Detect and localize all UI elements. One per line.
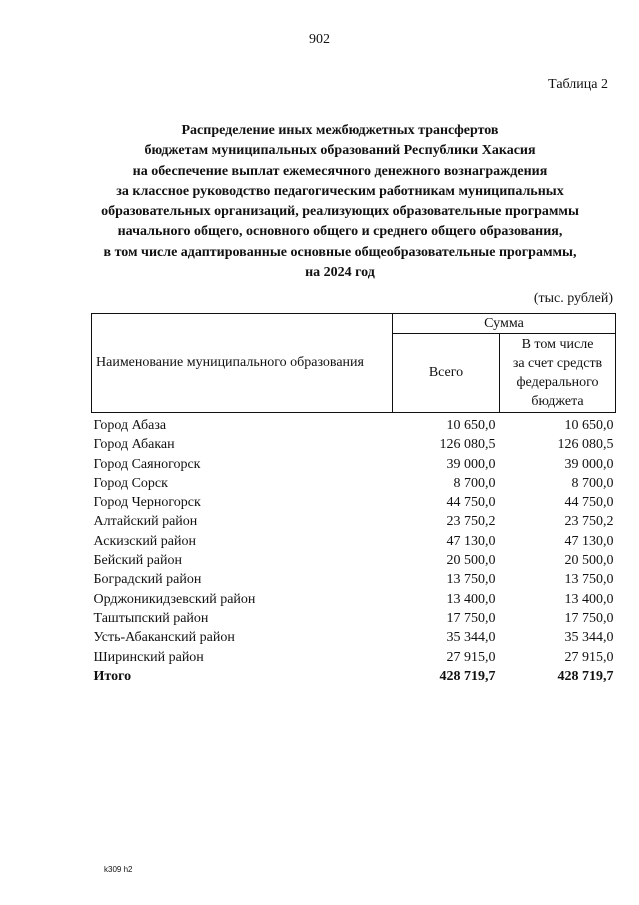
table-row [92, 512, 616, 531]
federal-value: 47 130,0 [564, 533, 614, 549]
federal-value: 13 400,0 [564, 591, 614, 607]
municipality-name: Город Саяногорск [93, 456, 201, 472]
municipality-name: Орджоникидзевский район [93, 591, 256, 607]
table-row [92, 609, 616, 628]
total-value: 13 750,0 [446, 572, 496, 588]
table-row [92, 628, 616, 647]
title-line: образовательных организаций, реализующих образовательные программы [101, 204, 579, 220]
table-row [92, 455, 616, 474]
federal-value: 17 750,0 [564, 610, 614, 626]
header-federal-line: бюджета [531, 394, 584, 409]
total-row [92, 667, 616, 686]
municipality-name: Город Абаза [93, 418, 167, 433]
grand-total-value: 428 719,7 [439, 668, 496, 684]
federal-value: 35 344,0 [564, 630, 614, 646]
header-sum: Сумма [393, 314, 616, 334]
grand-total-federal-value: 428 719,7 [557, 668, 614, 684]
total-value: 20 500,0 [446, 553, 496, 569]
federal-value: 39 000,0 [564, 456, 614, 472]
municipality-name: Таштыпский район [93, 610, 209, 626]
federal-value: 13 750,0 [564, 572, 614, 588]
table-row [92, 413, 616, 436]
total-value: 126 080,5 [439, 437, 496, 453]
transfers-table [91, 313, 616, 686]
federal-value: 20 500,0 [564, 553, 614, 569]
title-line: бюджетам муниципальных образований Республики Хакасия [144, 143, 536, 159]
table-row [92, 532, 616, 551]
table-row [92, 474, 616, 493]
document-title [70, 121, 610, 283]
federal-value: 126 080,5 [557, 437, 614, 453]
municipality-name: Боградский район [93, 572, 202, 588]
title-line: Распределение иных межбюджетных трансфертов [181, 123, 499, 138]
municipality-name: Ширинский район [93, 649, 204, 665]
header-federal-line: В том числе [521, 337, 594, 352]
table-row [92, 590, 616, 609]
total-value: 23 750,2 [446, 514, 496, 530]
federal-value: 44 750,0 [564, 495, 614, 511]
municipality-name: Аскизский район [93, 533, 196, 549]
table-label: Таблица 2 [548, 77, 608, 92]
municipality-name: Город Абакан [93, 437, 175, 453]
table-row [92, 570, 616, 589]
total-value: 13 400,0 [446, 591, 496, 607]
total-value: 10 650,0 [446, 418, 496, 433]
title-line: начального общего, основного общего и среднего общего образования, [117, 224, 563, 240]
municipality-name: Усть-Абаканский район [93, 630, 235, 646]
title-line: за классное руководство педагогическим работникам муниципальных [116, 183, 564, 199]
municipality-name: Алтайский район [93, 514, 198, 530]
title-line: в том числе адаптированные основные общеобразовательные программы, [103, 244, 577, 260]
table-row [92, 435, 616, 454]
title-line: на обеспечение выплат ежемесячного денежного вознаграждения [132, 163, 548, 179]
table-row [92, 551, 616, 570]
total-label: Итого [93, 668, 132, 684]
total-value: 8 700,0 [453, 475, 496, 491]
header-municipality: Наименование муниципального образования [92, 314, 393, 413]
page-number: 902 [309, 32, 330, 47]
municipality-name: Город Черногорск [93, 495, 201, 511]
federal-value: 8 700,0 [571, 475, 614, 491]
federal-value: 23 750,2 [564, 514, 614, 530]
total-value: 35 344,0 [446, 630, 496, 646]
footer-code: k309 h2 [104, 865, 133, 874]
total-value: 39 000,0 [446, 456, 496, 472]
total-value: 44 750,0 [446, 495, 496, 511]
header-federal-line: за счет средств [512, 356, 603, 371]
municipality-name: Бейский район [93, 553, 182, 569]
units-label: (тыс. рублей) [533, 291, 613, 306]
header-total: Всего [393, 334, 500, 413]
federal-value: 10 650,0 [564, 418, 614, 433]
header-federal-line: федерального [516, 375, 599, 390]
total-value: 27 915,0 [446, 649, 496, 665]
municipality-name: Город Сорск [93, 475, 168, 491]
federal-value: 27 915,0 [564, 649, 614, 665]
total-value: 47 130,0 [446, 533, 496, 549]
table-row [92, 493, 616, 512]
title-line: на 2024 год [305, 265, 375, 281]
table-row [92, 648, 616, 667]
total-value: 17 750,0 [446, 610, 496, 626]
header-federal [500, 334, 616, 413]
